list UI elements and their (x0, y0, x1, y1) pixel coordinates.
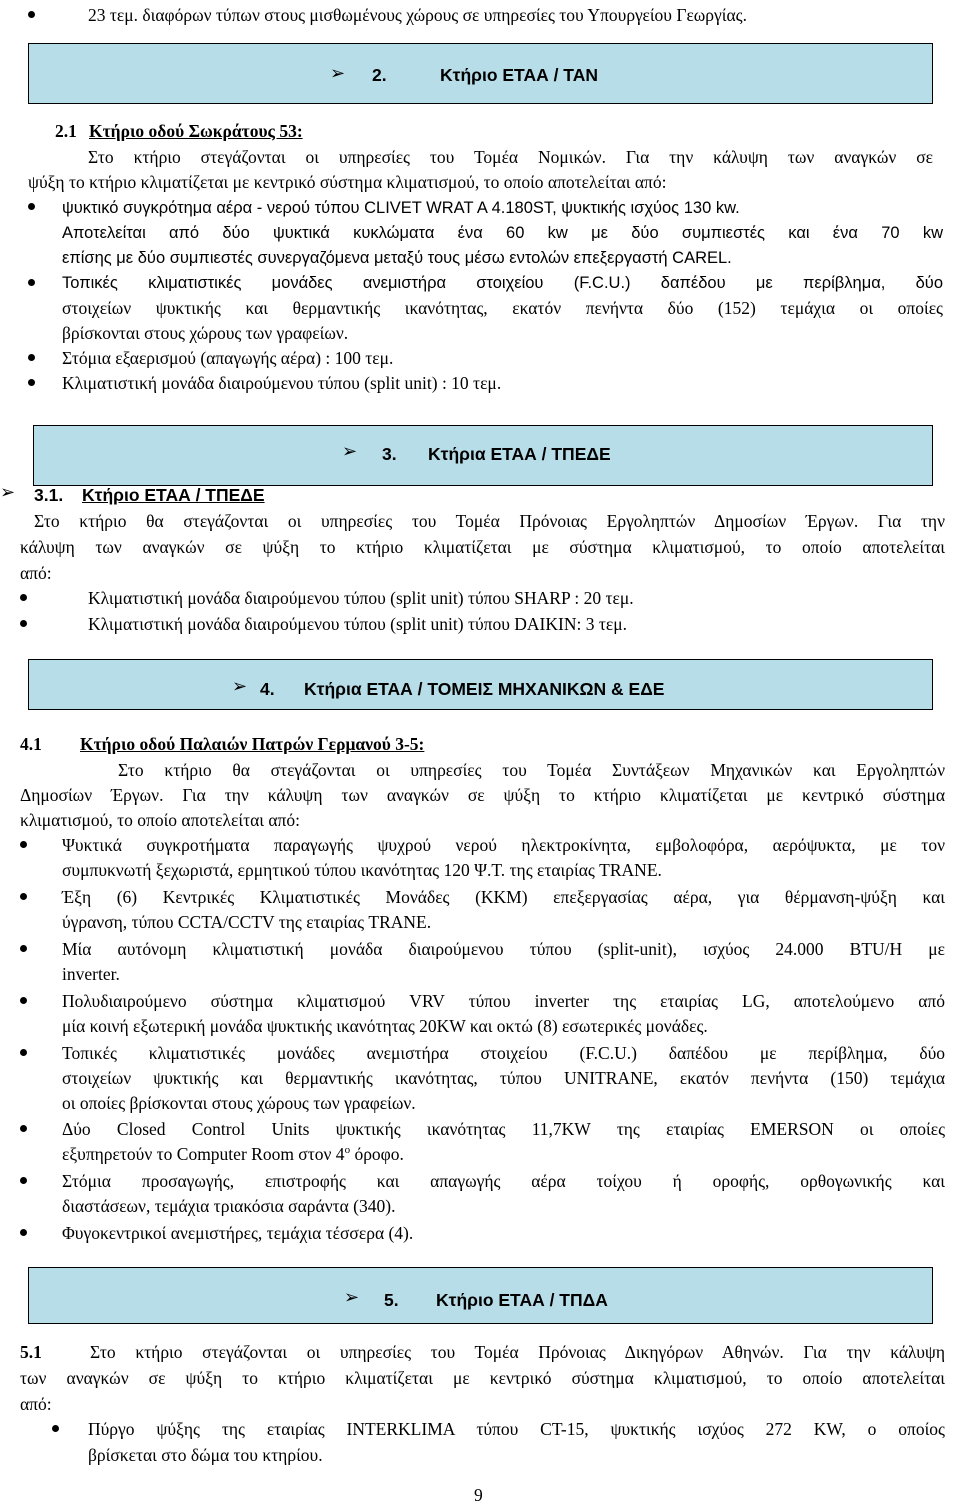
arrow-icon: ➢ (232, 676, 248, 697)
list-item-line: Στόμια εξαερισμού (απαγωγής αέρα) : 100 τεμ. (62, 348, 394, 368)
section-5-number: 5. (384, 1290, 399, 1310)
paragraph-line: κλιματισμού, το οποίο αποτελείται από: (20, 810, 300, 830)
subsection-3-1-title: Κτήριο ΕΤΑΑ / ΤΠΕΔΕ (82, 485, 265, 505)
list-item-line: ύγρανση, τύπου CCTA/CCTV της εταιρίας TRANE. (62, 912, 432, 932)
bullet-dot (28, 354, 35, 361)
subsection-2-1-title: Κτήριο οδού Σωκράτους 53: (89, 121, 303, 141)
subsection-5-1-number: 5.1 (20, 1342, 42, 1362)
list-item-line: Κλιματιστική μονάδα διαιρούμενου τύπου (split unit) : 10 τεμ. (62, 373, 502, 393)
ordinal-superscript: ο (344, 1144, 351, 1157)
bullet-dot (20, 1125, 27, 1132)
bullet-dot (20, 945, 27, 952)
section-4-title: Κτήρια ΕΤΑΑ / ΤΟΜΕΙΣ ΜΗΧΑΝΙΚΩΝ & ΕΔΕ (304, 679, 665, 699)
list-item-line: οι οποίες βρίσκονται στους χώρους των γραφείων. (62, 1093, 416, 1113)
bullet-dot (20, 841, 27, 848)
arrow-icon: ➢ (330, 63, 346, 84)
section-4-number: 4. (260, 679, 275, 699)
bullet-dot (20, 594, 27, 601)
paragraph-line: κάλυψη των αναγκών σε ψύξη το κτήριο κλιματίζεται με σύστημα κλιματισμού, το οποίο αποτελείται (20, 537, 945, 557)
list-item-line: Μία αυτόνομη κλιματιστική μονάδα διαιρούμενου τύπου (split-unit), ισχύος 24.000 BTU/H με (62, 939, 945, 959)
arrow-icon: ➢ (0, 482, 16, 503)
subsection-4-1-number: 4.1 (20, 734, 42, 754)
section-3-number: 3. (382, 444, 397, 464)
list-item-line: βρίσκονται στους χώρους των γραφείων. (62, 323, 349, 343)
list-item-line: διαστάσεων, τεμάχια τριακόσια σαράντα (340). (62, 1196, 396, 1216)
subsection-4-1-title: Κτήριο οδού Παλαιών Πατρών Γερμανού 3-5: (80, 734, 425, 754)
list-item-line: επίσης με δύο συμπιεστές συνεργαζόμενα μεταξύ τους μέσω εντολών επεξεργαστή CAREL. (62, 249, 732, 267)
paragraph-line: Δημοσίων Έργων. Για την κάλυψη των αναγκών σε ψύξη το κτήριο κλιματίζεται με κεντρικό σύστημα (20, 785, 945, 805)
bullet-dot (20, 893, 27, 900)
list-item-line: Κλιματιστική μονάδα διαιρούμενου τύπου (split unit) τύπου SHARP : 20 τεμ. (88, 588, 634, 608)
paragraph-line: ψύξη το κτήριο κλιματίζεται με κεντρικό σύστημα κλιματισμού, το οποίο αποτελείται από: (28, 172, 667, 192)
paragraph-line: Στο κτήριο στεγάζονται οι υπηρεσίες του Τομέα Πρόνοιας Δικηγόρων Αθηνών. Για την κάλυψη (90, 1342, 945, 1362)
list-item-line: συμπυκνωτή ξεχωριστά, ερμητικού τύπου ικανότητας 120 Ψ.Τ. της εταιρίας TRANE. (62, 860, 662, 880)
paragraph-line: από: (20, 563, 52, 583)
list-item-line: Κλιματιστική μονάδα διαιρούμενου τύπου (split unit) τύπου DAIKIN: 3 τεμ. (88, 614, 627, 634)
list-item-line: Τοπικές κλιματιστικές μονάδες ανεμιστήρα στοιχείου (F.C.U.) δαπέδου με περίβλημα, δύο (62, 274, 943, 292)
list-item-line: Πύργο ψύξης της εταιρίας INTERKLIMA τύπου CT-15, ψυκτικής ισχύος 272 KW, ο οποίος (88, 1419, 945, 1439)
bullet-dot (20, 1177, 27, 1184)
bullet-dot (20, 997, 27, 1004)
section-2-number: 2. (372, 65, 387, 85)
list-item-line: Φυγοκεντρικοί ανεμιστήρες, τεμάχια τέσσερα (4). (62, 1223, 414, 1243)
page-number: 9 (474, 1485, 483, 1505)
bullet-dot (20, 620, 27, 627)
floor-line-text: εξυπηρετούν το Computer Room στον 4 (62, 1144, 345, 1164)
paragraph-line: Στο κτήριο στεγάζονται οι υπηρεσίες του Τομέα Νομικών. Για την κάλυψη των αναγκών σε (88, 147, 933, 167)
list-item-line: Πολυδιαιρούμενο σύστημα κλιματισμού VRV τύπου inverter της εταιρίας LG, αποτελούμενο από (62, 991, 945, 1011)
paragraph-line: των αναγκών σε ψύξη το κτήριο κλιματίζεται με κεντρικό σύστημα κλιματισμού, το οποίο αποτελείται (20, 1368, 945, 1388)
list-item-line: στοιχείων ψυκτικής και θερμαντικής ικανότητας, τύπου UNITRANE, εκατόν πενήντα (150) τεμάχια (62, 1068, 945, 1088)
paragraph-line: Στο κτήριο θα στεγάζονται οι υπηρεσίες του Τομέα Πρόνοιας Εργοληπτών Δημοσίων Έργων. Για την (34, 511, 945, 531)
subsection-2-1-number: 2.1 (55, 121, 77, 141)
arrow-icon: ➢ (344, 1287, 360, 1308)
bullet-dot (28, 279, 35, 286)
list-item-line: Ψυκτικά συγκροτήματα παραγωγής ψυχρού νερού ηλεκτροκίνητα, εμβολοφόρα, αερόψυκτα, με τον (62, 835, 945, 855)
subsection-3-1-number: 3.1. (34, 485, 64, 505)
floor-line-end: όροφο. (354, 1144, 404, 1164)
bullet-dot (20, 1229, 27, 1236)
bullet-dot (28, 203, 35, 210)
list-item-line: inverter. (62, 964, 120, 984)
list-item-line: Έξη (6) Κεντρικές Κλιματιστικές Μονάδες (ΚΚΜ) επεξεργασίας αέρα, για θέρμανση-ψύξη και (62, 887, 945, 907)
paragraph-line: από: (20, 1394, 52, 1414)
list-item-line: Τοπικές κλιματιστικές μονάδες ανεμιστήρα στοιχείου (F.C.U.) δαπέδου με περίβλημα, δύο (62, 1043, 945, 1063)
bullet-dot (20, 1049, 27, 1056)
list-item-line: Στόμια προσαγωγής, επιστροφής και απαγωγής αέρα τοίχου ή οροφής, ορθογωνικής και (62, 1171, 945, 1191)
top-item-text: 23 τεμ. διαφόρων τύπων στους μισθωμένους χώρους σε υπηρεσίες του Υπουργείου Γεωργίας. (88, 5, 747, 25)
bullet-dot (52, 1425, 59, 1432)
section-3-title: Κτήρια ΕΤΑΑ / ΤΠΕΔΕ (428, 444, 611, 464)
arrow-icon: ➢ (342, 441, 358, 462)
list-item-line: στοιχείων ψυκτικής και θερμαντικής ικανότητας, εκατόν πενήντα δύο (152) τεμάχια οι οποίες (62, 298, 943, 318)
list-item-line: Δύο Closed Control Units ψυκτικής ικανότητας 11,7KW της εταιρίας EMERSON οι οποίες (62, 1119, 945, 1139)
list-item-line (62, 1143, 404, 1165)
list-item-line: Αποτελείται από δύο ψυκτικά κυκλώματα ένα 60 kw με δύο συμπιεστές και ένα 70 kw (62, 224, 943, 242)
bullet-dot (28, 11, 35, 18)
list-item-line: βρίσκεται στο δώμα του κτηρίου. (88, 1445, 323, 1465)
section-5-title: Κτήριο ΕΤΑΑ / ΤΠΔΑ (436, 1290, 608, 1310)
list-item-line: μία κοινή εξωτερική μονάδα ψυκτικής ικανότητας 20KW και οκτώ (8) εσωτερικές μονάδες. (62, 1016, 708, 1036)
list-item-line: ψυκτικό συγκρότημα αέρα - νερού τύπου CLIVET WRAT A 4.180ST, ψυκτικής ισχύος 130 kw. (62, 199, 740, 217)
paragraph-line: Στο κτήριο θα στεγάζονται οι υπηρεσίες του Τομέα Συντάξεων Μηχανικών και Εργοληπτών (118, 760, 945, 780)
bullet-dot (28, 379, 35, 386)
section-2-title: Κτήριο ΕΤΑΑ / ΤΑΝ (440, 65, 598, 85)
